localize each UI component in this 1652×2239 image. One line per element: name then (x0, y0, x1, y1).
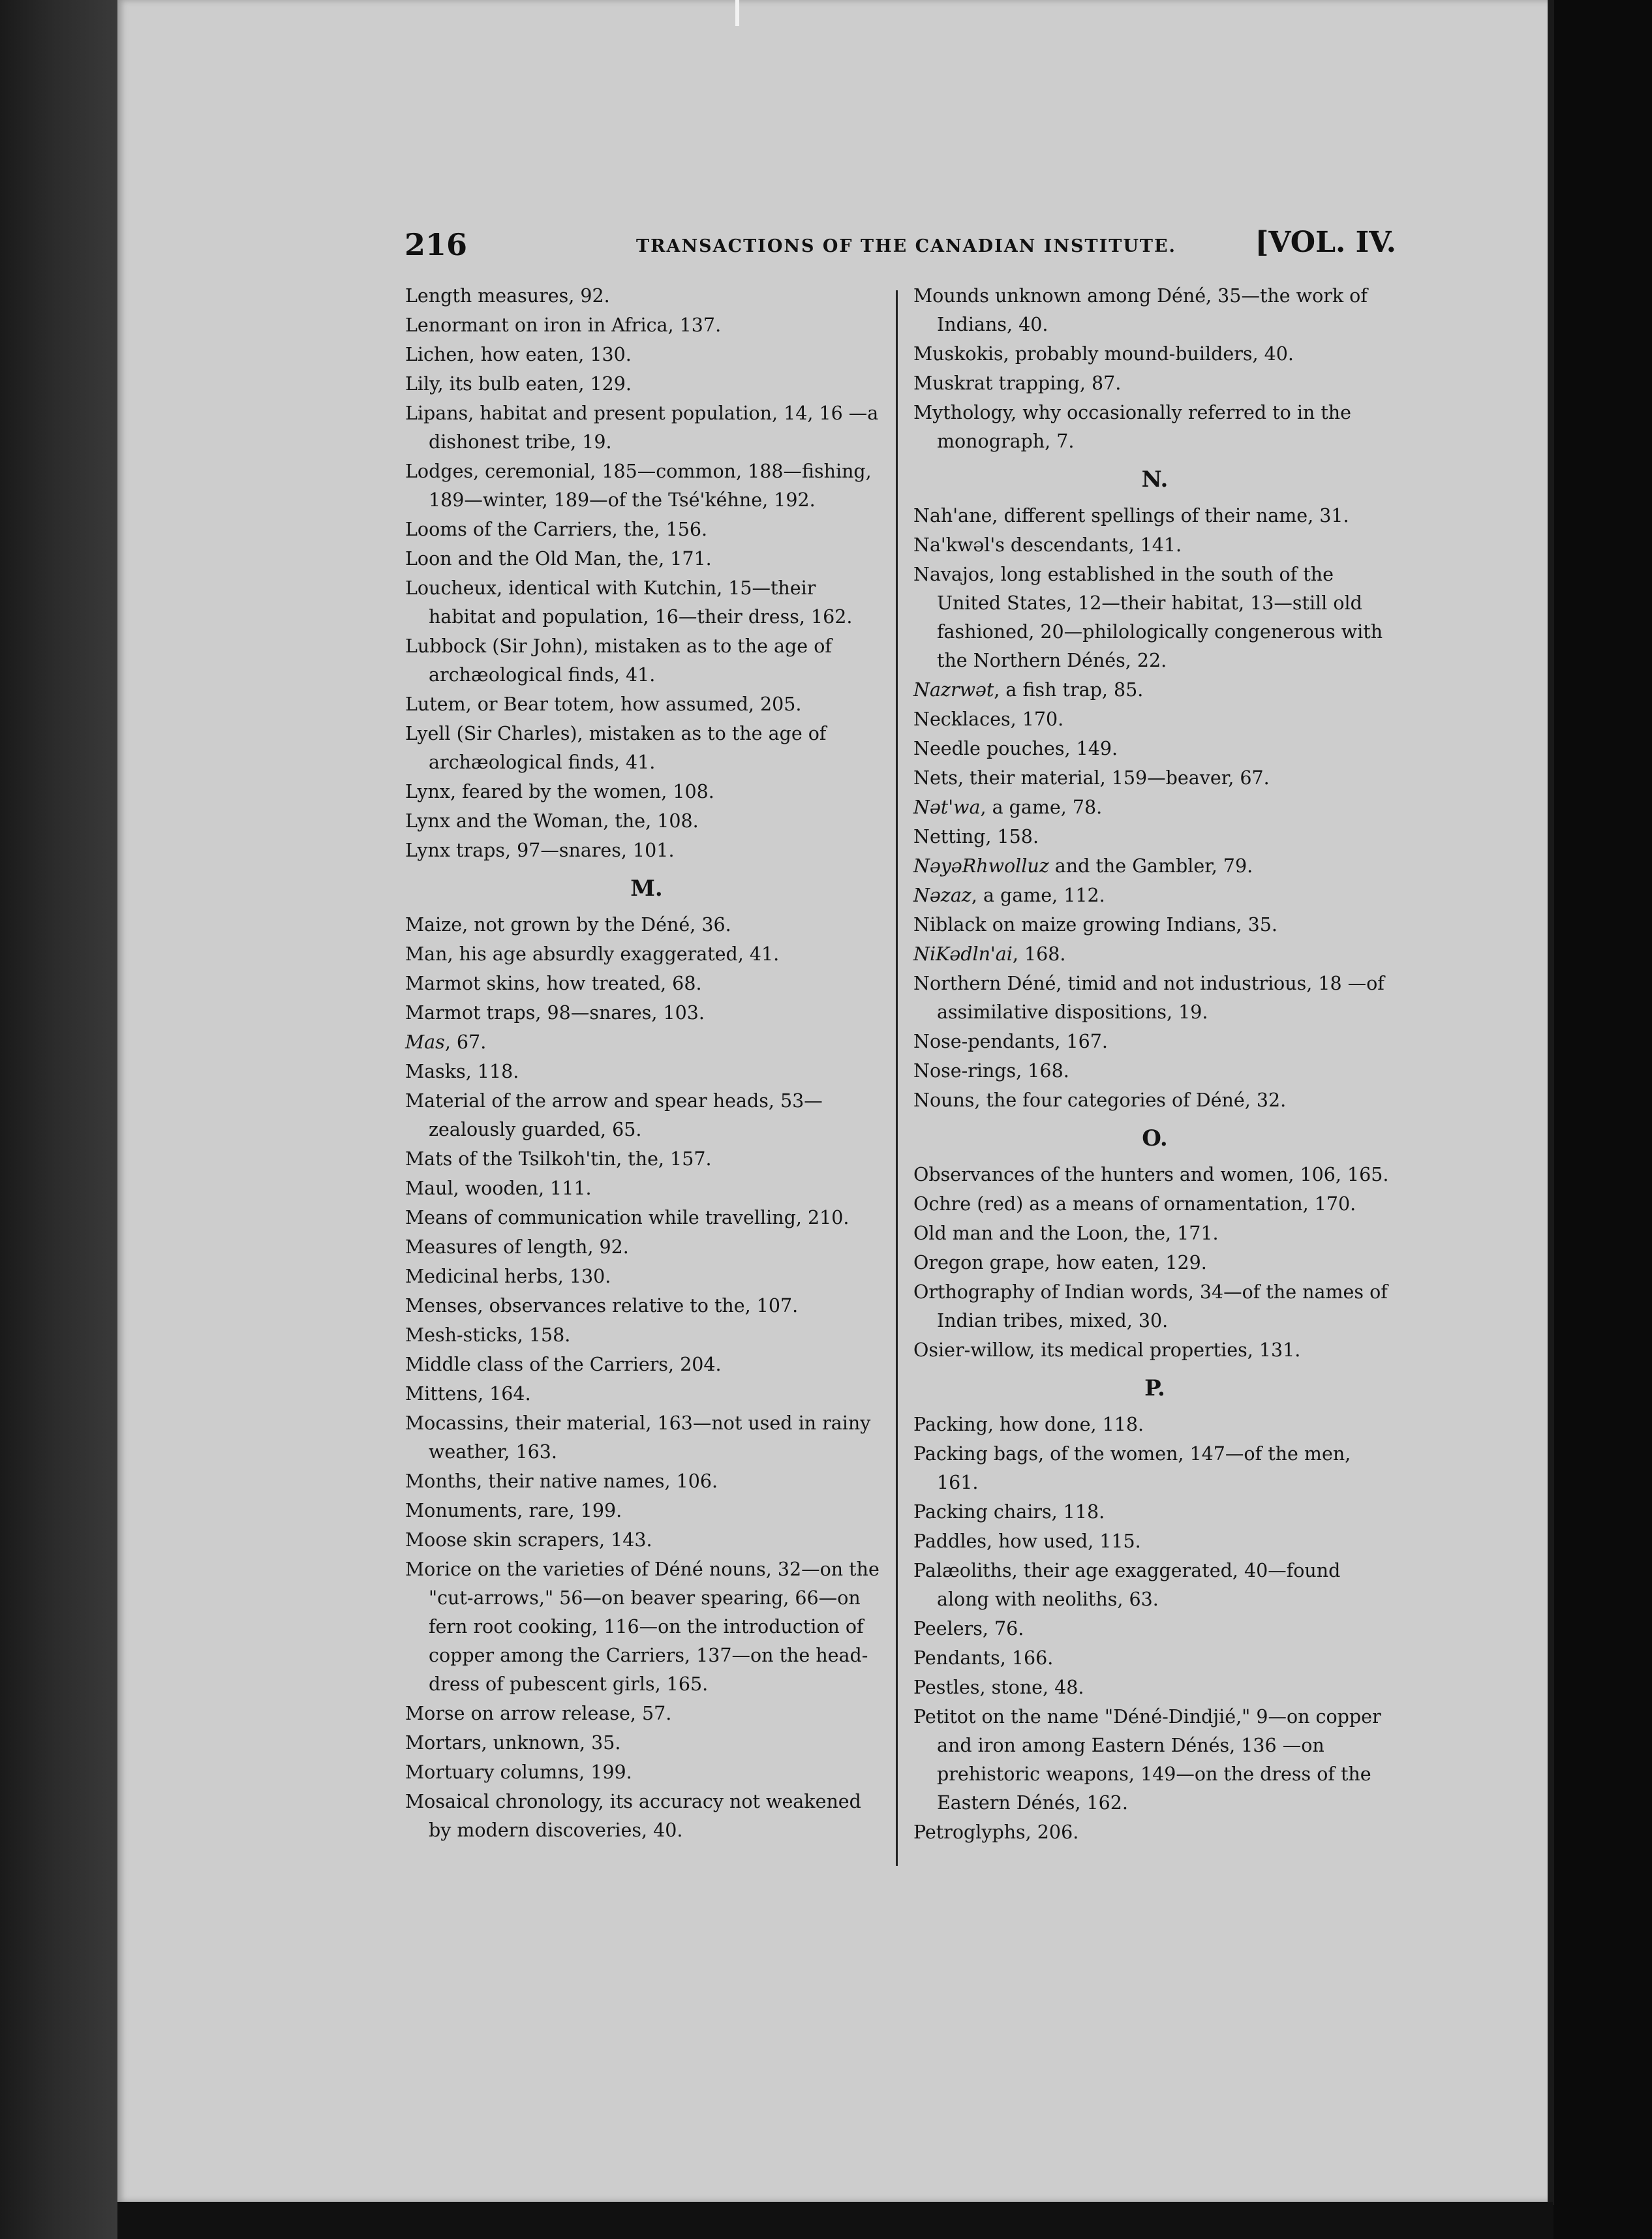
index-entry: Length measures, 92. (405, 285, 610, 307)
index-entry: Marmot traps, 98—snares, 103. (405, 1002, 705, 1024)
scan-mark (735, 0, 739, 26)
index-entry: Lubbock (Sir John), mistaken as to the age of archæological finds, 41. (405, 635, 832, 686)
index-entry: Moose skin scrapers, 143. (405, 1529, 652, 1551)
index-entry (913, 881, 1396, 910)
index-entry: Mats of the Tsilkoh'tin, the, 157. (405, 1148, 712, 1170)
index-entry: Na'kwəl's descendants, 141. (913, 534, 1182, 556)
index-entry: Lutem, or Bear totem, how assumed, 205. (405, 693, 802, 715)
scan-border-right (1554, 0, 1652, 2239)
index-entry: Lyell (Sir Charles), mistaken as to the age of archæological finds, 41. (405, 723, 827, 773)
index-entry: Means of communication while travelling, 210. (405, 1207, 849, 1228)
index-term: Nazrwət (913, 679, 994, 701)
section-letter-m: M. (630, 876, 663, 902)
index-locator: , a game, 112. (971, 885, 1105, 906)
index-entry: Packing, how done, 118. (913, 1414, 1144, 1435)
index-entry: Orthography of Indian words, 34—of the names of Indian tribes, mixed, 30. (913, 1281, 1388, 1332)
index-entry: Mythology, why occasionally referred to in the monograph, 7. (913, 402, 1352, 452)
index-entry: Necklaces, 170. (913, 708, 1064, 730)
index-entry: Mortuary columns, 199. (405, 1761, 632, 1783)
index-column-left (405, 282, 888, 1846)
index-entry: Mortars, unknown, 35. (405, 1732, 621, 1754)
index-entry: Petroglyphs, 206. (913, 1821, 1079, 1843)
index-entry: Nose-rings, 168. (913, 1060, 1069, 1082)
index-entry: Niblack on maize growing Indians, 35. (913, 914, 1277, 936)
index-entry: Mesh-sticks, 158. (405, 1324, 571, 1346)
index-term: NiKədln'ai (913, 943, 1013, 965)
index-entry: Loon and the Old Man, the, 171. (405, 548, 712, 570)
index-entry: Mounds unknown among Déné, 35—the work of Indians, 40. (913, 285, 1368, 335)
index-entry: Mittens, 164. (405, 1383, 531, 1405)
index-entry: Middle class of the Carriers, 204. (405, 1354, 722, 1375)
scan-border-bottom (117, 2202, 1553, 2239)
index-entry: Marmot skins, how treated, 68. (405, 973, 702, 994)
index-entry: Measures of length, 92. (405, 1236, 629, 1258)
entry-group-l (405, 282, 888, 865)
index-entry: Paddles, how used, 115. (913, 1531, 1141, 1552)
index-term: Mas (405, 1031, 445, 1053)
entry-group-m (405, 911, 888, 1028)
index-entry: Masks, 118. (405, 1061, 519, 1082)
entry-group-o (913, 1161, 1396, 1365)
index-entry: Nets, their material, 159—beaver, 67. (913, 767, 1270, 789)
entry-group-p (913, 1410, 1396, 1847)
index-entry: Lynx traps, 97—snares, 101. (405, 840, 675, 861)
index-entry (913, 852, 1396, 881)
page-edge (1548, 0, 1554, 2205)
index-entry: Nouns, the four categories of Déné, 32. (913, 1089, 1287, 1111)
index-locator: and the Gambler, 79. (1048, 855, 1253, 877)
index-locator: , a game, 78. (980, 797, 1103, 818)
index-entry: Pendants, 166. (913, 1647, 1054, 1669)
entry-group-n (913, 705, 1396, 793)
index-entry: Lichen, how eaten, 130. (405, 344, 632, 365)
page-number: 216 (405, 227, 468, 262)
index-entry: Nose-pendants, 167. (913, 1031, 1108, 1052)
index-entry: Morice on the varieties of Déné nouns, 32—on the "cut-arrows," 56—on beaver spearing, 66—on fern root cooking, 116—on the introduction of copper among the Carriers, 137—on the head-dress of pubescent girls, 165. (405, 1559, 880, 1695)
index-entry: Maize, not grown by the Déné, 36. (405, 914, 731, 936)
index-entry: Needle pouches, 149. (913, 738, 1118, 759)
index-entry: Maul, wooden, 111. (405, 1178, 592, 1199)
index-entry: Menses, observances relative to the, 107. (405, 1295, 799, 1317)
index-entry: Nah'ane, different spellings of their name, 31. (913, 505, 1349, 526)
volume-label: [VOL. IV. (1255, 226, 1396, 259)
running-title: TRANSACTIONS OF THE CANADIAN INSTITUTE. (636, 236, 1176, 256)
index-entry: Packing bags, of the women, 147—of the men, 161. (913, 1443, 1351, 1493)
index-entry: Lipans, habitat and present population, 14, 16 —a dishonest tribe, 19. (405, 403, 879, 453)
index-entry: Mosaical chronology, its accuracy not weakened by modern discoveries, 40. (405, 1791, 861, 1841)
index-entry: Oregon grape, how eaten, 129. (913, 1252, 1207, 1273)
index-locator: , 168. (1012, 943, 1066, 965)
section-letter-o: O. (1142, 1125, 1168, 1151)
index-entry: Material of the arrow and spear heads, 53—zealously guarded, 65. (405, 1090, 823, 1140)
index-term: NəyəRhwolluz (913, 855, 1049, 877)
index-entry (913, 676, 1396, 705)
entry-group-m (405, 1058, 888, 1845)
index-entry: Mocassins, their material, 163—not used in rainy weather, 163. (405, 1412, 871, 1463)
index-entry: Northern Déné, timid and not industrious, 18 —of assimilative dispositions, 19. (913, 973, 1384, 1023)
index-entry: Man, his age absurdly exaggerated, 41. (405, 943, 780, 965)
index-entry: Observances of the hunters and women, 106, 165. (913, 1164, 1389, 1185)
index-locator: , 67. (444, 1031, 487, 1053)
page-header (405, 227, 1396, 266)
index-entry: Loucheux, identical with Kutchin, 15—their habitat and population, 16—their dress, 162. (405, 577, 853, 628)
index-entry: Lynx and the Woman, the, 108. (405, 810, 699, 832)
section-letter-n: N. (1141, 466, 1169, 493)
index-entry: Osier-willow, its medical properties, 131. (913, 1339, 1301, 1361)
index-entry: Lynx, feared by the women, 108. (405, 781, 714, 802)
index-entry: Muskrat trapping, 87. (913, 373, 1122, 394)
index-entry: Lily, its bulb eaten, 129. (405, 373, 632, 395)
index-entry: Ochre (red) as a means of ornamentation, 170. (913, 1193, 1356, 1215)
index-entry: Navajos, long established in the south of the United States, 12—their habitat, 13—still old fashioned, 20—philologically congenerous with the Northern Dénés, 22. (913, 564, 1383, 671)
index-term: Nət'wa (913, 797, 981, 818)
index-entry: Peelers, 76. (913, 1618, 1024, 1639)
index-entry (405, 1028, 888, 1057)
index-entry: Pestles, stone, 48. (913, 1677, 1084, 1698)
index-entry: Medicinal herbs, 130. (405, 1266, 611, 1287)
index-entry: Palæoliths, their age exaggerated, 40—found along with neoliths, 63. (913, 1560, 1341, 1610)
entry-group-n (913, 969, 1396, 1115)
index-entry: Months, their native names, 106. (405, 1470, 718, 1492)
entry-group-n (913, 502, 1396, 675)
index-entry: Muskokis, probably mound-builders, 40. (913, 343, 1294, 365)
index-entry: Morse on arrow release, 57. (405, 1703, 672, 1724)
index-entry: Old man and the Loon, the, 171. (913, 1223, 1219, 1244)
index-entry: Lodges, ceremonial, 185—common, 188—fishing, 189—winter, 189—of the Tsé'kéhne, 192. (405, 461, 872, 511)
entry-group-m (913, 282, 1396, 456)
section-letter-p: P. (1144, 1375, 1165, 1401)
index-entry: Petitot on the name "Déné-Dindjié," 9—on copper and iron among Eastern Dénés, 136 —on prehistoric weapons, 149—on the dress of the Eastern Dénés, 162. (913, 1706, 1381, 1814)
index-term: Nəzaz (913, 885, 971, 906)
index-entry (913, 940, 1396, 969)
index-entry: Monuments, rare, 199. (405, 1500, 622, 1521)
index-entry: Looms of the Carriers, the, 156. (405, 519, 708, 540)
scan-border-left (0, 0, 117, 2239)
column-divider (896, 290, 898, 1866)
index-entry: Netting, 158. (913, 826, 1039, 847)
index-column-right (913, 282, 1396, 1848)
index-locator: , a fish trap, 85. (994, 679, 1144, 701)
index-entry: Lenormant on iron in Africa, 137. (405, 314, 722, 336)
index-entry: Packing chairs, 118. (913, 1501, 1105, 1523)
index-entry (913, 793, 1396, 822)
